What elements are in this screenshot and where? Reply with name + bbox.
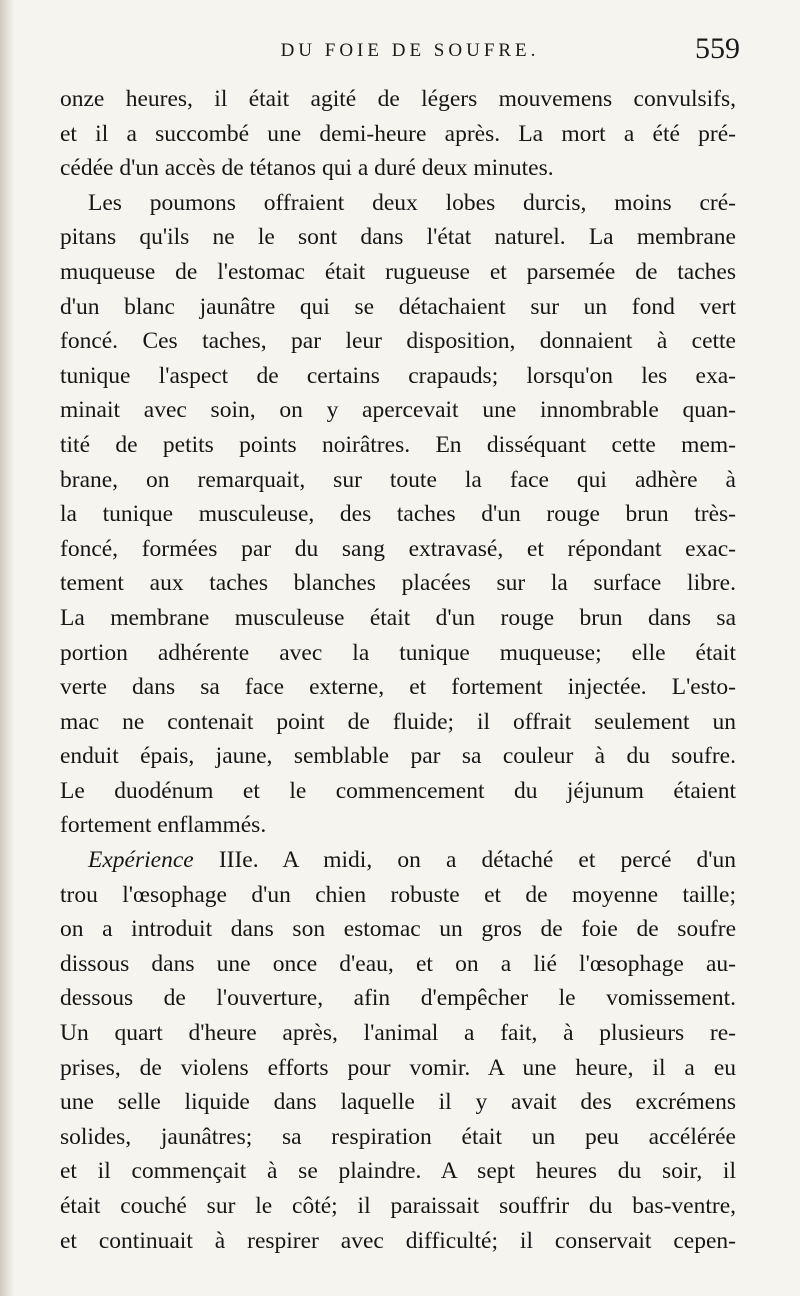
experiment-text: IIIe. A midi, on a détaché et percé d'un (193, 847, 736, 874)
text-line: enduit épais, jaune, semblable par sa couleur à du soufre. (60, 743, 736, 770)
text-line: brane, on remarquait, sur toute la face qui adhère à (60, 466, 736, 493)
text-line: foncé. Ces taches, par leur disposition, donnaient à cette (60, 328, 736, 355)
text-line: solides, jaunâtres; sa respiration était un peu accélérée (60, 1123, 736, 1150)
page-number: 559 (695, 32, 740, 65)
text-line: tement aux taches blanches placées sur la surface libre. (60, 570, 736, 597)
text-line: Un quart d'heure après, l'animal a fait, à plusieurs re- (60, 1020, 736, 1047)
text-line: tité de petits points noirâtres. En disséquant cette mem- (60, 431, 736, 458)
text-line: onze heures, il était agité de légers mouvemens convulsifs, (60, 86, 736, 112)
text-line: portion adhérente avec la tunique muqueuse; elle était (60, 639, 736, 666)
text-line: une selle liquide dans laquelle il y avait des excrémens (60, 1089, 736, 1116)
text-line: foncé, formées par du sang extravasé, et répondant exac- (60, 535, 736, 562)
text-line: muqueuse de l'estomac était rugueuse et parsemée de taches (60, 258, 736, 285)
text-line: on a introduit dans son estomac un gros de foie de soufre (60, 916, 736, 943)
text-line: était couché sur le côté; il paraissait souffrir du bas-ventre, (60, 1193, 736, 1219)
text-line: Le duodénum et le commencement du jéjunum étaient (60, 777, 736, 804)
text-line: tunique l'aspect de certains crapauds; lorsqu'on les exa- (60, 362, 736, 389)
text-line: la tunique musculeuse, des taches d'un rouge brun très- (60, 501, 736, 528)
text-line: dissous dans une once d'eau, et on a lié l'œsophage au- (60, 950, 736, 977)
text-line: mac ne contenait point de fluide; il offrait seulement un (60, 708, 736, 735)
gutter-shadow (0, 0, 14, 1296)
text-line: et il a succombé une demi-heure après. La mort a été pré- (60, 120, 736, 147)
experiment-label: Expérience (88, 847, 194, 874)
page-header (56, 32, 740, 76)
text-line: et il commençait à se plaindre. A sept heures du soir, il (60, 1158, 736, 1185)
text-line: verte dans sa face externe, et fortement injectée. L'esto- (60, 674, 736, 701)
text-line: cédée d'un accès de tétanos qui a duré deux minutes. (60, 155, 554, 182)
text-line: minait avec soin, on y apercevait une innombrable quan- (60, 397, 736, 424)
body-text (60, 82, 736, 1258)
text-line: dessous de l'ouverture, afin d'empêcher le vomissement. (60, 985, 736, 1012)
text-line: trou l'œsophage d'un chien robuste et de moyenne taille; (60, 881, 736, 908)
text-line: Les poumons offraient deux lobes durcis, moins cré- (88, 189, 736, 216)
text-line: La membrane musculeuse était d'un rouge brun dans sa (60, 604, 736, 631)
running-title: DU FOIE DE SOUFRE. (280, 40, 540, 61)
text-line: prises, de violens efforts pour vomir. A une heure, il a eu (60, 1054, 736, 1081)
text-line-experiment (60, 843, 736, 878)
text-line: fortement enflammés. (60, 812, 267, 839)
text-line: et continuait à respirer avec difficulté; il conservait cepen- (60, 1227, 736, 1254)
text-line: pitans qu'ils ne le sont dans l'état naturel. La membrane (60, 224, 736, 251)
text-line: d'un blanc jaunâtre qui se détachaient sur un fond vert (60, 293, 736, 320)
